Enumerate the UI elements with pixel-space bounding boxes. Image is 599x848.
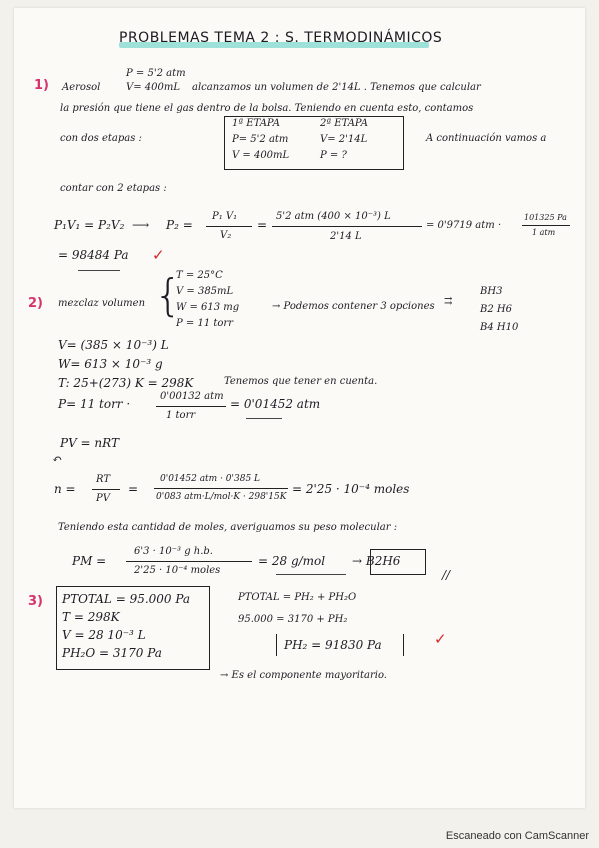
p1-line-1: alcanzamos un volumen de 2'14L . Tenemos que calcular xyxy=(192,82,481,93)
p2-v-conv: V= (385 × 10⁻³) L xyxy=(58,338,169,352)
p2-n-den: PV xyxy=(96,493,110,504)
p1-final: = 98484 Pa xyxy=(58,248,129,262)
p1-frac2-den: 2'14 L xyxy=(330,231,362,242)
p2-pm-result: = 28 g/mol xyxy=(258,554,326,568)
p2-data-2: W = 613 mg xyxy=(176,302,240,313)
p1-conv-den: 1 atm xyxy=(532,228,556,237)
problem-2-number: 2) xyxy=(28,296,43,311)
p2-n-calc-num: 0'01452 atm · 0'385 L xyxy=(160,474,261,484)
p1-pressure-given: P = 5'2 atm xyxy=(126,68,186,79)
p1-final-underline xyxy=(78,270,120,271)
p2-pm-underline xyxy=(276,574,346,575)
p2-arrows: ⇉ xyxy=(444,296,453,307)
p1-table-r1c1: P= 5'2 atm xyxy=(232,134,289,145)
p2-option-1: B2 H6 xyxy=(480,304,512,315)
p2-data-0: T = 25°C xyxy=(176,270,223,281)
p1-frac-den: V₂ xyxy=(220,230,232,241)
p3-box-2: V = 28 10⁻³ L xyxy=(62,628,146,642)
p2-ideal-gas-law: PV = nRT xyxy=(60,436,119,450)
p2-pm-label: PM = xyxy=(72,554,107,568)
p1-frac2-num: 5'2 atm (400 × 10⁻³) L xyxy=(276,211,391,222)
p1-equals-1: = xyxy=(257,218,268,232)
p1-check-mark: ✓ xyxy=(152,246,165,264)
p2-end-mark: // xyxy=(442,568,451,582)
p1-frac2-line xyxy=(272,226,422,227)
p2-pm-answer: → B2H6 xyxy=(352,554,401,568)
p2-n-calc-line xyxy=(154,488,288,489)
p1-conv-num: 101325 Pa xyxy=(524,213,567,222)
p1-table-r2c2: P = ? xyxy=(320,150,347,161)
p2-p-conv: P= 11 torr · xyxy=(58,397,131,411)
p3-result: PH₂ = 91830 Pa xyxy=(284,638,382,652)
p3-check-mark: ✓ xyxy=(434,630,447,648)
p2-options-text: → Podemos contener 3 opciones xyxy=(272,301,435,312)
notebook-page xyxy=(14,8,585,808)
p2-p-conv-line xyxy=(156,406,226,407)
p3-box-0: PTOTAL = 95.000 Pa xyxy=(62,592,191,606)
p1-frac-num: P₁ V₁ xyxy=(212,211,238,222)
p2-n-calc-den: 0'083 atm·L/mol·K · 298'15K xyxy=(156,492,287,502)
p2-option-2: B4 H10 xyxy=(480,322,519,333)
page-title: PROBLEMAS TEMA 2 : S. TERMODINÁMICOS xyxy=(119,30,443,46)
p2-p-conv-result: = 0'01452 atm xyxy=(230,397,321,411)
p2-n-equals: = xyxy=(128,482,139,496)
p2-mw-text: Teniendo esta cantidad de moles, averiguamos su peso molecular : xyxy=(58,522,398,533)
p3-box-3: PH₂O = 3170 Pa xyxy=(62,646,162,660)
p2-t-note: Tenemos que tener en cuenta. xyxy=(224,376,378,387)
p2-n-line xyxy=(92,489,120,490)
p1-table-r2c1: V = 400mL xyxy=(232,150,290,161)
p1-frac-line xyxy=(206,226,252,227)
p2-n-label: n = xyxy=(54,482,76,496)
p2-pm-line xyxy=(126,561,252,562)
p2-n-result: = 2'25 · 10⁻⁴ moles xyxy=(292,482,410,496)
p2-option-0: BH3 xyxy=(480,286,503,297)
p1-result: = 0'9719 atm · xyxy=(426,220,502,231)
p2-p-underline xyxy=(246,418,282,419)
p2-t-conv: T: 25+(273) K = 298K xyxy=(58,376,194,390)
p3-box-1: T = 298K xyxy=(62,610,120,624)
p1-conv-line xyxy=(522,225,570,226)
p1-line-3-end: A continuación vamos a xyxy=(426,133,547,144)
p2-pm-num: 6'3 · 10⁻³ g h.b. xyxy=(134,546,213,557)
p2-p-conv-num: 0'00132 atm xyxy=(160,391,224,402)
p3-result-brackets xyxy=(276,634,404,656)
p2-n-num: RT xyxy=(96,474,111,485)
p1-table-h1: 1ª ETAPA xyxy=(232,118,280,129)
p2-pm-den: 2'25 · 10⁻⁴ moles xyxy=(134,565,221,576)
p1-volume-given: V= 400mL xyxy=(126,82,180,93)
p1-boyle-law: P₁V₁ = P₂V₂ xyxy=(54,218,125,232)
scanner-watermark: Escaneado con CamScanner xyxy=(445,830,589,842)
p1-line-4: contar con 2 etapas : xyxy=(60,183,167,194)
p1-line-2: la presión que tiene el gas dentro de la bolsa. Teniendo en cuenta esto, contamos xyxy=(60,103,474,114)
p1-table-h2: 2ª ETAPA xyxy=(320,118,368,129)
p1-p2-label: P₂ = xyxy=(166,218,193,232)
p2-p-conv-den: 1 torr xyxy=(166,410,196,421)
p2-brace: { xyxy=(154,270,182,321)
p1-arrow: ⟶ xyxy=(132,218,150,232)
p2-data-3: P = 11 torr xyxy=(176,318,233,329)
problem-1-number: 1) xyxy=(34,78,49,93)
p2-w-conv: W= 613 × 10⁻³ g xyxy=(58,357,163,371)
p3-eq2: 95.000 = 3170 + PH₂ xyxy=(238,614,348,625)
p2-answer-box xyxy=(370,549,426,575)
p2-rearrange-arrow: ↶ xyxy=(52,452,63,466)
p2-intro: mezclaz volumen xyxy=(58,298,146,309)
p1-aerosol: Aerosol xyxy=(62,82,101,93)
p3-eq1: PTOTAL = PH₂ + PH₂O xyxy=(238,592,357,603)
problem-3-number: 3) xyxy=(28,594,43,609)
p1-line-3: con dos etapas : xyxy=(60,133,142,144)
p1-table-r1c2: V= 2'14L xyxy=(320,134,368,145)
p2-data-1: V = 385mL xyxy=(176,286,234,297)
p3-conclusion: → Es el componente mayoritario. xyxy=(220,670,387,681)
